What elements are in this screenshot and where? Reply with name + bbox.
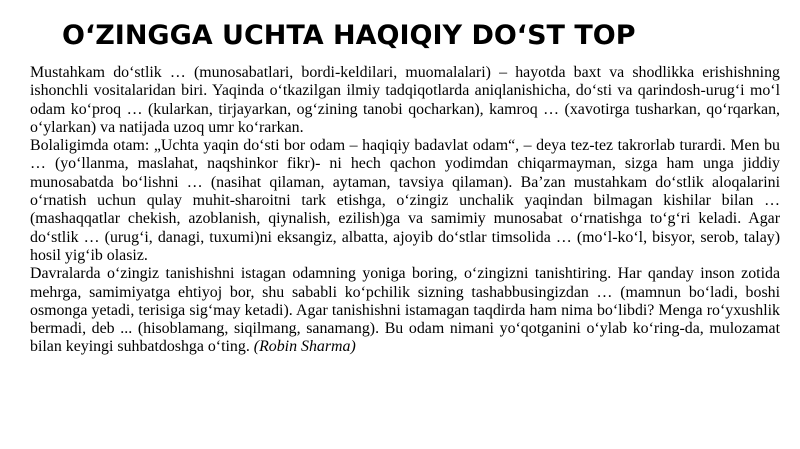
paragraph: Mustahkam do‘stlik … (munosabatlari, bordi-keldilari, muomalalari) – hayotda baxt va shodlikka erishishning ishonchli vositalaridan biri. Yaqinda o‘tkazilgan ilmiy tadqiqotlarda aniqlanishicha, do‘sti va qarindosh-urug‘i mo‘l odam ko‘proq … (kularkan, tirjayarkan, og‘zining tanobi qocharkan), kamroq … (xavotirga tusharkan, qo‘rqarkan, o‘ylarkan) va natijada uzoq umr ko‘rarkan. xyxy=(30,64,780,136)
paragraph xyxy=(30,265,780,356)
document-body xyxy=(30,64,780,357)
author-attribution: (Robin Sharma) xyxy=(253,338,356,356)
paragraph-text: Davralarda o‘zingiz tanishishni istagan odamning yoniga boring, o‘zingizni tanishtiring. Har qanday inson zotida mehrga, samimiyatga ehtiyoj bor, shu sababli ko‘pchilik sizning tashabbusingizdan … (mamnun bo‘ladi, boshi osmonga yetadi, terisiga sig‘may ketadi). Agar tanishishni istamagan taqdirda ham nima bo‘libdi? Menga ro‘yxushlik bermadi, deb ... (hisoblamang, siqilmang, sanamang). Bu odam nimani yo‘qotganini o‘ylab ko‘ring-da, mulozamat bilan keyingi suhbatdoshga o‘ting. xyxy=(30,265,780,356)
document-title: O‘ZINGGA UCHTA HAQIQIY DO‘ST TOP xyxy=(62,20,636,51)
paragraph: Bolaligimda otam: „Uchta yaqin do‘sti bor odam – haqiqiy badavlat odam“, – deya tez-tez takrorlab turardi. Men bu … (yo‘llanma, maslahat, naqshinkor fikr)- ni hech qachon yodimdan chiqarmayman, sizga ham unga jiddiy munosabatda bo‘lishni … (nasihat qilaman, aytaman, tavsiya qilaman). Ba’zan mustahkam do‘stlik aloqalarini o‘rnatish uchun qulay muhit-sharoitni tark etishga, o‘zingiz unchalik yaqindan bilmagan kishilar bilan … (mashaqqatlar chekish, azoblanish, qiynalish, ezilish)ga va samimiy munosabat o‘rnatishga to‘g‘ri keladi. Agar do‘stlik … (urug‘i, danagi, tuxumi)ni eksangiz, albatta, ajoyib do‘stlar timsolida … (mo‘l-ko‘l, bisyor, serob, talay) hosil yig‘ib olasiz. xyxy=(30,137,780,264)
